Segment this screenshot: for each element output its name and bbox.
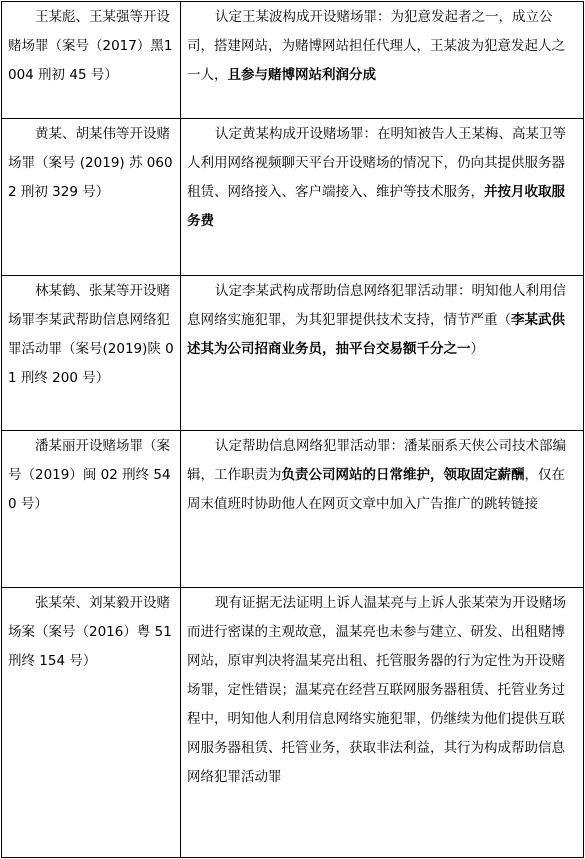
ruling-text-emphasis: 并按月收取服务费 [187, 184, 565, 229]
ruling-text-emphasis: 负责公司网站的日常维护，领取固定薪酬 [281, 467, 525, 483]
table-row [2, 119, 584, 276]
case-name: 黄某、胡某伟等开设赌场罪（案号 (2019) 苏 0602 刑初 329 号） [8, 126, 173, 200]
ruling-text: ，仅在周末值班时协助他人在网页文章中加入广告推广的跳转链接 [187, 467, 565, 512]
case-name-cell [2, 119, 181, 276]
table-row [2, 276, 584, 431]
case-name-cell [2, 276, 181, 431]
case-name: 张某荣、刘某毅开设赌场案（案号（2016）粤 51 刑终 154 号） [8, 595, 172, 669]
case-name: 林某鹤、张某等开设赌场罪李某武帮助信息网络犯罪活动罪（案号(2019)陕 01 刑终 200 号） [8, 283, 174, 386]
table-row [2, 2, 584, 119]
ruling-text: 认定王某波构成开设赌场罪：为犯意发起者之一，成立公司，搭建网站，为赌博网站担任代理人，王某波为犯意发起人之一人， [187, 9, 565, 83]
ruling-text-emphasis: 且参与赌博网站利润分成 [227, 67, 376, 83]
ruling-cell [181, 119, 584, 276]
ruling-cell [181, 588, 584, 858]
case-name: 潘某丽开设赌场罪（案号（2019）闽 02 刑终 540 号） [8, 438, 171, 512]
ruling-cell [181, 2, 584, 119]
table-row [2, 588, 584, 858]
case-comparison-table [1, 1, 584, 858]
ruling-cell [181, 431, 584, 588]
ruling-text: ） [470, 341, 484, 357]
ruling-text: 认定帮助信息网络犯罪活动罪：潘某丽系天侠公司技术部编辑，工作职责为 [187, 438, 566, 483]
ruling-text: 现有证据无法证明上诉人温某亮与上诉人张某荣为开设赌场而进行密谋的主观故意，温某亮也未参与建立、研发、出租赌博网站，原审判决将温某亮出租、托管服务器的行为定性为开设赌场罪，定性错误；温某亮在经营互联网服务器租赁、托管业务过程中，明知他人利用信息网络实施犯罪，仍继续为他们提供互联网服务器租赁、托管业务，获取非法利益，其行为构成帮助信息网络犯罪活动罪 [187, 595, 566, 785]
ruling-text: 认定李某武构成帮助信息网络犯罪活动罪：明知他人利用信息网络实施犯罪，为其犯罪提供技术支持，情节严重（ [187, 283, 566, 328]
case-name-cell [2, 431, 181, 588]
ruling-cell [181, 276, 584, 431]
table-row [2, 431, 584, 588]
ruling-text-emphasis: 李某武供述其为公司招商业务员，抽平台交易额千分之一 [187, 312, 565, 357]
case-name: 王某彪、王某强等开设赌场罪（案号（2017）黑1004 刑初 45 号） [8, 9, 173, 83]
case-name-cell [2, 588, 181, 858]
case-name-cell [2, 2, 181, 119]
ruling-text: 认定黄某构成开设赌场罪：在明知被告人王某梅、高某卫等人利用网络视频聊天平台开设赌场的情况下，仍向其提供服务器租赁、网络接入、客户端接入、维护等技术服务， [187, 126, 566, 200]
